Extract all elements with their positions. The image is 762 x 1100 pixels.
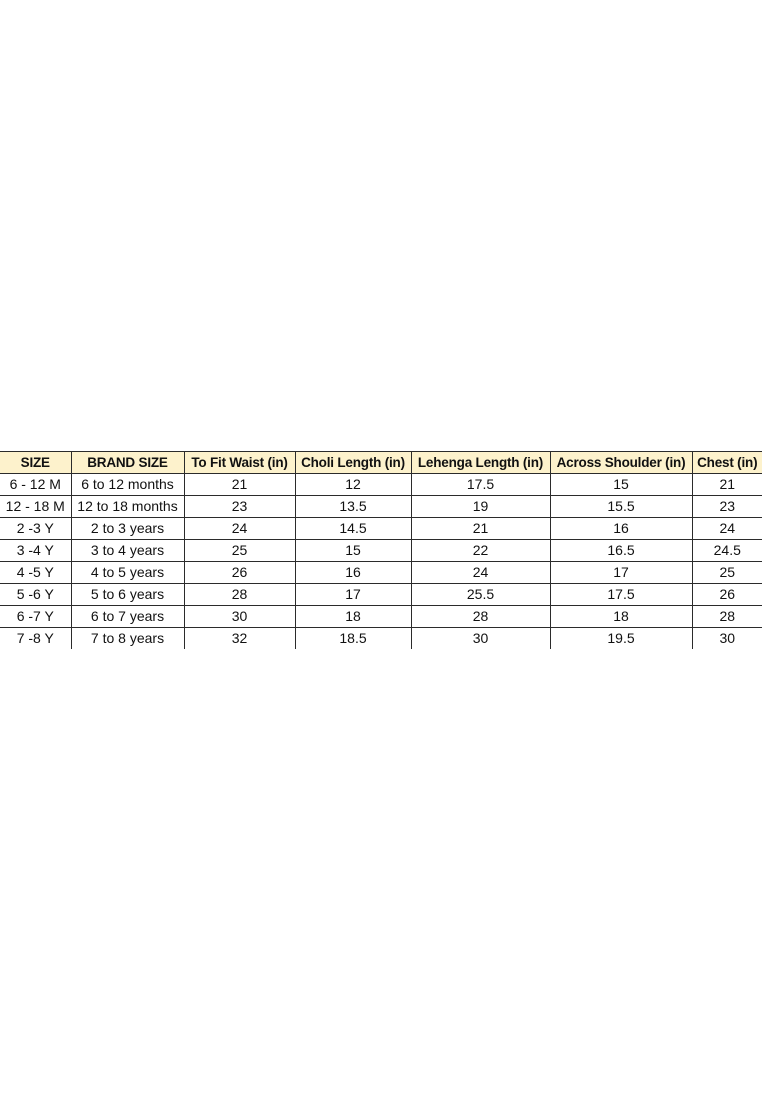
table-row <box>0 540 762 562</box>
cell-size: 4 -5 Y <box>0 562 71 584</box>
cell-chest: 24.5 <box>692 540 762 562</box>
cell-brand-size: 12 to 18 months <box>71 496 184 518</box>
column-header-chest: Chest (in) <box>692 452 762 474</box>
cell-brand-size: 7 to 8 years <box>71 628 184 650</box>
column-header-choli-length: Choli Length (in) <box>295 452 411 474</box>
cell-waist: 21 <box>184 474 295 496</box>
cell-across-shoulder: 16.5 <box>550 540 692 562</box>
column-header-lehenga-length: Lehenga Length (in) <box>411 452 550 474</box>
cell-waist: 32 <box>184 628 295 650</box>
size-chart-sheet <box>0 451 762 649</box>
cell-chest: 28 <box>692 606 762 628</box>
cell-size: 12 - 18 M <box>0 496 71 518</box>
cell-waist: 25 <box>184 540 295 562</box>
cell-choli-length: 18.5 <box>295 628 411 650</box>
column-header-size: SIZE <box>0 452 71 474</box>
cell-waist: 23 <box>184 496 295 518</box>
cell-choli-length: 15 <box>295 540 411 562</box>
cell-lehenga-length: 22 <box>411 540 550 562</box>
cell-lehenga-length: 28 <box>411 606 550 628</box>
cell-brand-size: 2 to 3 years <box>71 518 184 540</box>
cell-lehenga-length: 30 <box>411 628 550 650</box>
cell-size: 3 -4 Y <box>0 540 71 562</box>
column-header-across-shoulder: Across Shoulder (in) <box>550 452 692 474</box>
cell-choli-length: 16 <box>295 562 411 584</box>
cell-across-shoulder: 17.5 <box>550 584 692 606</box>
cell-lehenga-length: 19 <box>411 496 550 518</box>
cell-size: 6 -7 Y <box>0 606 71 628</box>
cell-size: 6 - 12 M <box>0 474 71 496</box>
cell-across-shoulder: 15.5 <box>550 496 692 518</box>
table-row <box>0 518 762 540</box>
cell-waist: 24 <box>184 518 295 540</box>
cell-lehenga-length: 25.5 <box>411 584 550 606</box>
cell-chest: 21 <box>692 474 762 496</box>
cell-chest: 30 <box>692 628 762 650</box>
cell-brand-size: 5 to 6 years <box>71 584 184 606</box>
cell-across-shoulder: 19.5 <box>550 628 692 650</box>
table-row <box>0 606 762 628</box>
cell-lehenga-length: 24 <box>411 562 550 584</box>
cell-choli-length: 14.5 <box>295 518 411 540</box>
table-row <box>0 628 762 650</box>
cell-across-shoulder: 15 <box>550 474 692 496</box>
cell-brand-size: 3 to 4 years <box>71 540 184 562</box>
cell-waist: 28 <box>184 584 295 606</box>
cell-size: 2 -3 Y <box>0 518 71 540</box>
cell-waist: 30 <box>184 606 295 628</box>
cell-chest: 26 <box>692 584 762 606</box>
cell-brand-size: 6 to 7 years <box>71 606 184 628</box>
table-row <box>0 496 762 518</box>
cell-choli-length: 13.5 <box>295 496 411 518</box>
table-header-row <box>0 452 762 474</box>
cell-choli-length: 12 <box>295 474 411 496</box>
cell-chest: 24 <box>692 518 762 540</box>
cell-lehenga-length: 21 <box>411 518 550 540</box>
cell-brand-size: 4 to 5 years <box>71 562 184 584</box>
table-row <box>0 584 762 606</box>
cell-chest: 23 <box>692 496 762 518</box>
cell-across-shoulder: 16 <box>550 518 692 540</box>
cell-brand-size: 6 to 12 months <box>71 474 184 496</box>
cell-lehenga-length: 17.5 <box>411 474 550 496</box>
cell-choli-length: 18 <box>295 606 411 628</box>
size-chart-table <box>0 451 762 649</box>
cell-across-shoulder: 17 <box>550 562 692 584</box>
cell-size: 5 -6 Y <box>0 584 71 606</box>
cell-waist: 26 <box>184 562 295 584</box>
table-row <box>0 474 762 496</box>
cell-choli-length: 17 <box>295 584 411 606</box>
cell-across-shoulder: 18 <box>550 606 692 628</box>
table-row <box>0 562 762 584</box>
column-header-waist: To Fit Waist (in) <box>184 452 295 474</box>
cell-chest: 25 <box>692 562 762 584</box>
cell-size: 7 -8 Y <box>0 628 71 650</box>
column-header-brand-size: BRAND SIZE <box>71 452 184 474</box>
